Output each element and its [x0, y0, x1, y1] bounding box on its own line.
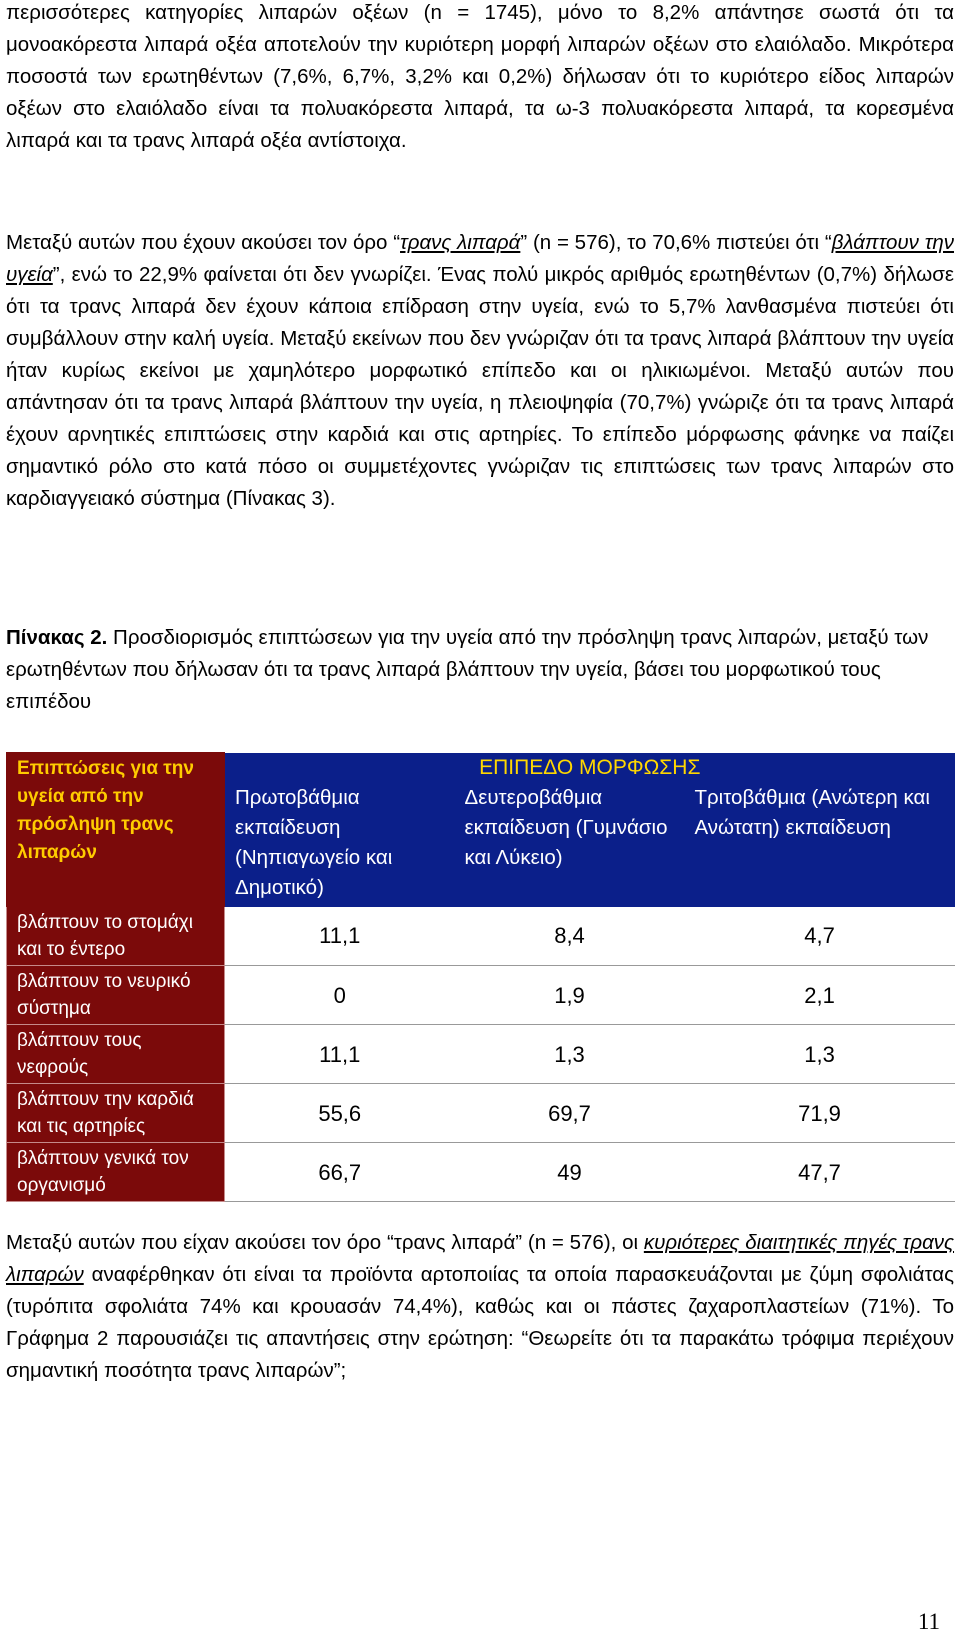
cell-value: 1,3	[685, 1025, 955, 1084]
quote-harm-health: βλάπτουν την υγεία	[6, 231, 954, 286]
table-row	[7, 907, 955, 966]
row-label: βλάπτουν γενικά τον οργανισμό	[7, 1143, 225, 1202]
cell-value: 71,9	[685, 1084, 955, 1143]
dietary-sources-phrase: κυριότερες διαιτητικές πηγές τρανς λιπαρών	[6, 1231, 955, 1286]
cell-value: 0	[225, 966, 455, 1025]
para3-text-a: Μεταξύ αυτών που είχαν ακούσει τον όρο “τρανς λιπαρά” (n = 576), οι	[6, 1231, 644, 1254]
cell-value: 11,1	[225, 1025, 455, 1084]
cell-value: 1,3	[455, 1025, 685, 1084]
level-tertiary: Τριτοβάθμια (Ανώτερη και Ανώτατη) εκπαίδευση	[685, 783, 955, 907]
table-caption-text: Προσδιορισμός επιπτώσεων για την υγεία από την πρόσληψη τρανς λιπαρών, μεταξύ των ερωτηθέντων που δήλωσαν ότι τα τρανς λιπαρά βλάπτουν την υγεία, βάσει του μορφωτικού τους επιπέδου	[6, 626, 929, 713]
table-row	[7, 1025, 955, 1084]
row-label: βλάπτουν το στομάχι και το έντερο	[7, 907, 225, 966]
table-band-header: ΕΠΙΠΕΔΟ ΜΟΡΦΩΣΗΣ	[225, 753, 955, 783]
cell-value: 4,7	[685, 907, 955, 966]
para2-text-a: Μεταξύ αυτών που έχουν ακούσει τον όρο “	[6, 231, 401, 254]
para2-text-b: ” (n = 576), το 70,6% πιστεύει ότι “	[520, 231, 832, 254]
paragraph-dietary-sources	[6, 1227, 954, 1387]
paragraph-fatty-acids: περισσότερες κατηγορίες λιπαρών οξέων (n = 1745), μόνο το 8,2% απάντησε σωστά ότι τα μονοακόρεστα λιπαρά οξέα αποτελούν την κυριότερη μορφή λιπαρών οξέων στο ελαιόλαδο. Μικρότερα ποσοστά των ερωτηθέντων (7,6%, 6,7%, 3,2% και 0,2%) δήλωσαν ότι το κυριότερο είδος λιπαρών οξέων στο ελαιόλαδο είναι τα πολυακόρεστα λιπαρά, τα ω-3 πολυακόρεστα λιπαρά, τα κορεσμένα λιπαρά και τα τρανς λιπαρά οξέα αντίστοιχα.	[6, 1, 954, 152]
para3-text-b: αναφέρθηκαν ότι είναι τα προϊόντα αρτοποιίας τα οποία παρασκευάζονται με ζύμη σφολιάτας (τυρόπιτα σφολιάτα 74% και κρουασάν 74,4%), καθώς και οι πάστες ζαχαροπλαστείων (71%). Το Γράφημα 2 παρουσιάζει τις απαντήσεις στην ερώτηση: “Θεωρείτε ότι τα παρακάτω τρόφιμα περιέχουν σημαντική ποσότητα τρανς λιπαρών”;	[6, 1263, 954, 1382]
education-level-table	[6, 752, 955, 1202]
row-label: βλάπτουν την καρδιά και τις αρτηρίες	[7, 1084, 225, 1143]
table-caption	[6, 622, 954, 718]
table-row	[7, 966, 955, 1025]
cell-value: 1,9	[455, 966, 685, 1025]
page-number: 11	[917, 1609, 940, 1634]
cell-value: 49	[455, 1143, 685, 1202]
table-row	[7, 1143, 955, 1202]
level-secondary: Δευτεροβάθμια εκπαίδευση (Γυμνάσιο και Λύκειο)	[455, 783, 685, 907]
row-label: βλάπτουν το νευρικό σύστημα	[7, 966, 225, 1025]
paragraph-trans-fats-health	[6, 227, 954, 515]
level-primary: Πρωτοβάθμια εκπαίδευση (Νηπιαγωγείο και Δημοτικό)	[225, 783, 455, 907]
cell-value: 55,6	[225, 1084, 455, 1143]
cell-value: 66,7	[225, 1143, 455, 1202]
table-corner-header: Επιπτώσεις για την υγεία από την πρόσληψη τρανς λιπαρών	[7, 753, 225, 907]
cell-value: 8,4	[455, 907, 685, 966]
cell-value: 47,7	[685, 1143, 955, 1202]
para2-text-c: ”, ενώ το 22,9% φαίνεται ότι δεν γνωρίζει. Ένας πολύ μικρός αριθμός ερωτηθέντων (0,7%) δήλωσε ότι τα τρανς λιπαρά δεν έχουν κάποια επίδραση στην υγεία, ενώ το 5,7% λανθασμένα πιστεύει ότι συμβάλλουν στην καλή υγεία. Μεταξύ εκείνων που δεν γνώριζαν ότι τα τρανς λιπαρά βλάπτουν την υγεία ήταν κυρίως εκείνοι με χαμηλότερο μορφωτικό επίπεδο και οι ηλικιωμένοι. Μεταξύ αυτών που απάντησαν ότι τα τρανς λιπαρά βλάπτουν την υγεία, η πλειοψηφία (70,7%) γνώριζε ότι τα τρανς λιπαρά έχουν αρνητικές επιπτώσεις στην καρδιά και στις αρτηρίες. Το επίπεδο μόρφωσης φάνηκε να παίζει σημαντικό ρόλο στο κατά πόσο οι συμμετέχοντες γνώριζαν τις επιπτώσεις των τρανς λιπαρών στο καρδιαγγειακό σύστημα (Πίνακας 3).	[6, 263, 954, 510]
cell-value: 69,7	[455, 1084, 685, 1143]
term-trans-fats: τρανς λιπαρά	[400, 231, 521, 254]
cell-value: 2,1	[685, 966, 955, 1025]
row-label: βλάπτουν τους νεφρούς	[7, 1025, 225, 1084]
table-caption-label: Πίνακας 2.	[6, 626, 108, 649]
cell-value: 11,1	[225, 907, 455, 966]
table-row	[7, 1084, 955, 1143]
